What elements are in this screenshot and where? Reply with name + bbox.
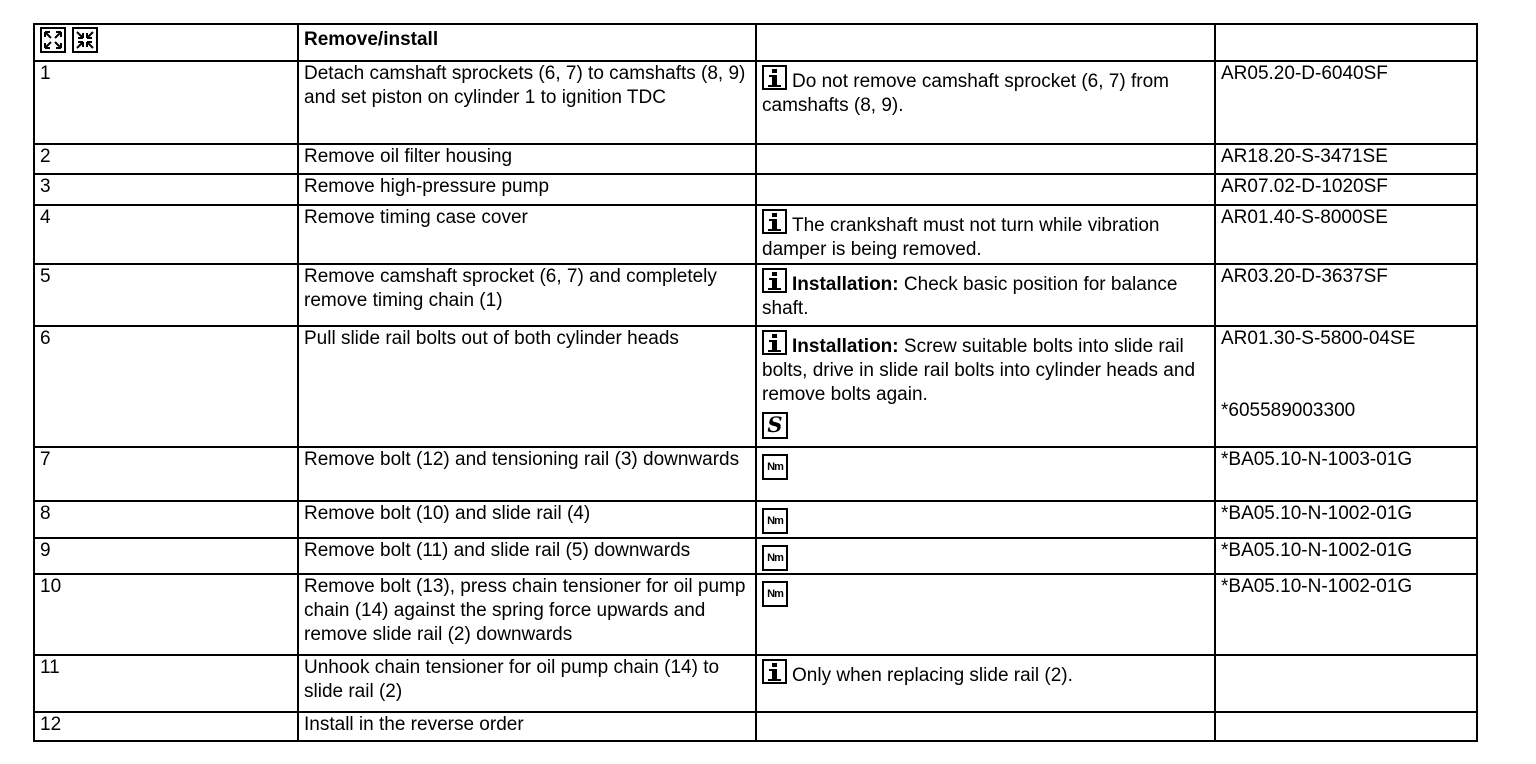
- installation-label: Installation:: [792, 336, 899, 357]
- step-number: 1: [34, 61, 298, 144]
- table-header-row: [34, 24, 1477, 61]
- step-reference-link: [1215, 655, 1477, 712]
- step-number: 6: [34, 326, 298, 447]
- step-action: Remove timing case cover: [298, 205, 756, 264]
- table-row: [34, 574, 1477, 655]
- step-reference-link[interactable]: AR18.20-S-3471SE: [1215, 144, 1477, 174]
- info-icon: [762, 330, 787, 355]
- step-number: 9: [34, 538, 298, 574]
- table-title: Remove/install: [298, 24, 756, 61]
- step-note: [756, 501, 1215, 538]
- info-icon: [762, 209, 787, 234]
- table-row: [34, 501, 1477, 538]
- step-reference-link[interactable]: AR01.40-S-8000SE: [1215, 205, 1477, 264]
- table-row: [34, 712, 1477, 741]
- table-row: [34, 447, 1477, 501]
- step-note: [756, 144, 1215, 174]
- step-action: Pull slide rail bolts out of both cylinder heads: [298, 326, 756, 447]
- step-action: Remove bolt (12) and tensioning rail (3) downwards: [298, 447, 756, 501]
- step-number: 5: [34, 264, 298, 326]
- step-reference-link[interactable]: AR01.30-S-5800-04SE: [1221, 328, 1416, 349]
- step-note: Installation: Screw suitable bolts into slide rail bolts, drive in slide rail bolts into cylinder heads and remove bolts again. S: [756, 326, 1215, 447]
- table-row: [34, 538, 1477, 574]
- header-note-cell: [756, 24, 1215, 61]
- special-tool-reference-link[interactable]: *605589003300: [1221, 400, 1356, 421]
- procedure-table: [33, 23, 1478, 742]
- step-note: [756, 712, 1215, 741]
- step-reference-link[interactable]: *BA05.10-N-1003-01G: [1215, 447, 1477, 501]
- step-reference-link[interactable]: *BA05.10-N-1002-01G: [1215, 501, 1477, 538]
- torque-nm-icon[interactable]: Nm: [762, 454, 788, 480]
- step-action: Remove bolt (11) and slide rail (5) downwards: [298, 538, 756, 574]
- step-note: Only when replacing slide rail (2).: [756, 655, 1215, 712]
- table-row: [34, 144, 1477, 174]
- torque-nm-icon[interactable]: Nm: [762, 508, 788, 534]
- info-icon: [762, 268, 787, 293]
- step-action: Remove high-pressure pump: [298, 174, 756, 205]
- step-number: 12: [34, 712, 298, 741]
- step-note: The crankshaft must not turn while vibration damper is being removed.: [756, 205, 1215, 264]
- step-number: 4: [34, 205, 298, 264]
- step-note: [756, 447, 1215, 501]
- step-number: 8: [34, 501, 298, 538]
- table-row: [34, 205, 1477, 264]
- step-reference-link[interactable]: AR05.20-D-6040SF: [1215, 61, 1477, 144]
- step-note: [756, 174, 1215, 205]
- step-reference-cell: [1215, 326, 1477, 447]
- step-reference-link: [1215, 712, 1477, 741]
- step-action: Remove bolt (10) and slide rail (4): [298, 501, 756, 538]
- step-note: [756, 538, 1215, 574]
- table-row: [34, 174, 1477, 205]
- step-reference-link[interactable]: AR07.02-D-1020SF: [1215, 174, 1477, 205]
- step-note: Installation: Check basic position for balance shaft.: [756, 264, 1215, 326]
- step-action: Remove bolt (13), press chain tensioner for oil pump chain (14) against the spring force upwards and remove slide rail (2) downwards: [298, 574, 756, 655]
- table-row: [34, 61, 1477, 144]
- step-number: 3: [34, 174, 298, 205]
- expand-all-icon[interactable]: [40, 27, 66, 53]
- step-note: [756, 574, 1215, 655]
- step-action: Remove camshaft sprocket (6, 7) and completely remove timing chain (1): [298, 264, 756, 326]
- torque-nm-icon[interactable]: Nm: [762, 581, 788, 607]
- header-ref-cell: [1215, 24, 1477, 61]
- step-note: Do not remove camshaft sprocket (6, 7) from camshafts (8, 9).: [756, 61, 1215, 144]
- info-icon: [762, 65, 787, 90]
- step-action: Remove oil filter housing: [298, 144, 756, 174]
- step-number: 10: [34, 574, 298, 655]
- step-number: 7: [34, 447, 298, 501]
- table-row: [34, 264, 1477, 326]
- table-row: [34, 326, 1477, 447]
- step-action: Detach camshaft sprockets (6, 7) to camshafts (8, 9) and set piston on cylinder 1 to ignition TDC: [298, 61, 756, 144]
- step-action: Install in the reverse order: [298, 712, 756, 741]
- expand-collapse-cell: [34, 24, 298, 61]
- step-action: Unhook chain tensioner for oil pump chain (14) to slide rail (2): [298, 655, 756, 712]
- step-number: 2: [34, 144, 298, 174]
- info-icon: [762, 659, 787, 684]
- installation-label: Installation:: [792, 274, 899, 295]
- step-number: 11: [34, 655, 298, 712]
- collapse-all-icon[interactable]: [72, 27, 98, 53]
- special-tool-icon[interactable]: S: [762, 412, 788, 439]
- step-reference-link[interactable]: *BA05.10-N-1002-01G: [1215, 538, 1477, 574]
- step-reference-link[interactable]: *BA05.10-N-1002-01G: [1215, 574, 1477, 655]
- table-row: [34, 655, 1477, 712]
- torque-nm-icon[interactable]: Nm: [762, 545, 788, 571]
- step-reference-link[interactable]: AR03.20-D-3637SF: [1215, 264, 1477, 326]
